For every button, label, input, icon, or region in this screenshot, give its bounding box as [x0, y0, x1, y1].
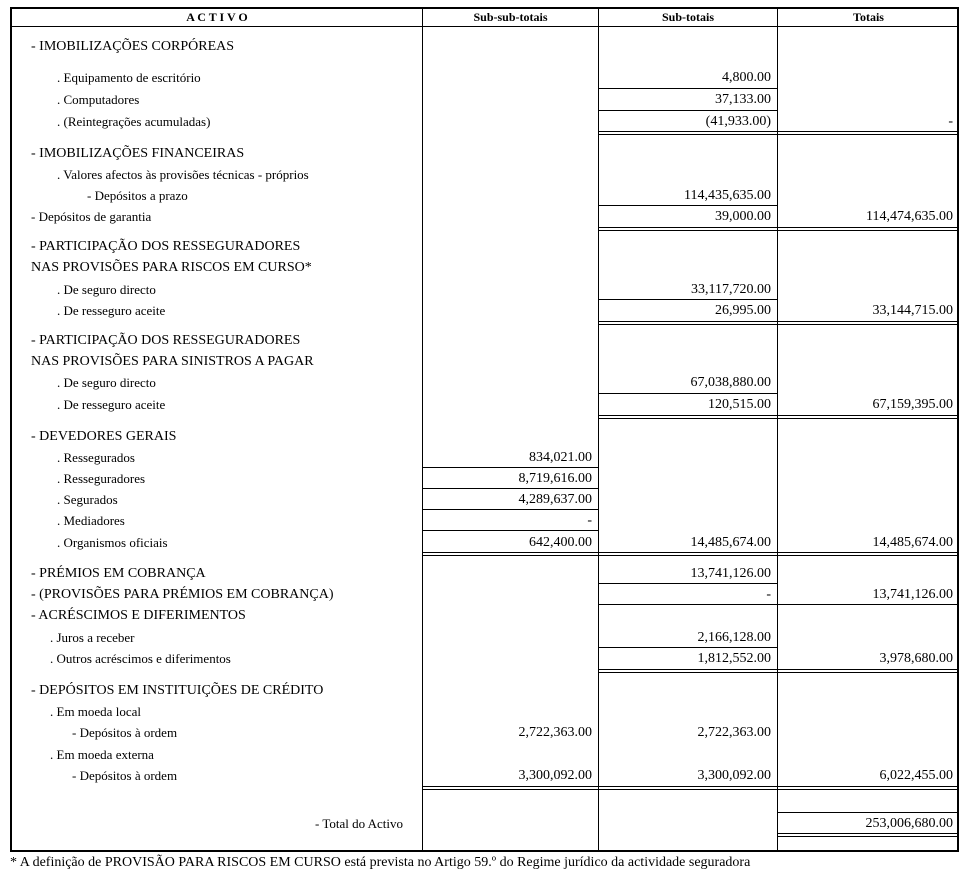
table-row [12, 766, 957, 786]
table-row [12, 395, 957, 415]
table-row [12, 186, 957, 206]
cell-underline [778, 227, 959, 228]
row-label: . Ressegurados [57, 450, 135, 465]
cell-underline [599, 134, 777, 135]
cell-underline [599, 205, 777, 206]
cell-underline [599, 418, 777, 419]
total-value: - [948, 114, 953, 129]
table-row [12, 352, 957, 372]
row-label: . Juros a receber [50, 630, 135, 645]
cell-underline [423, 488, 598, 489]
row-label: . De seguro directo [57, 375, 156, 390]
row-label: - PARTICIPAÇÃO DOS RESSEGURADORES [31, 239, 301, 254]
cell-underline [778, 669, 959, 670]
table-row [12, 649, 957, 669]
row-label: - (PROVISÕES PARA PRÉMIOS EM COBRANÇA) [31, 587, 334, 602]
row-label: . De resseguro aceite [57, 303, 166, 318]
cell-underline [778, 415, 959, 416]
cell-underline [423, 552, 598, 553]
cell-underline [599, 555, 777, 556]
cell-underline [599, 786, 777, 787]
row-label: . De resseguro aceite [57, 397, 166, 412]
table-row [12, 814, 957, 834]
balance-sheet-table [10, 7, 959, 852]
row-label: - Total do Activo [315, 816, 404, 831]
row-label: - IMOBILIZAÇÕES CORPÓREAS [31, 39, 235, 54]
row-label: - IMOBILIZAÇÕES FINANCEIRAS [31, 146, 245, 161]
table-row [12, 533, 957, 553]
table-row [12, 258, 957, 278]
cell-underline [778, 552, 959, 553]
sub-total-value: 33,117,720.00 [691, 282, 771, 297]
header-activo: A C T I V O [186, 10, 248, 24]
sub-sub-total-value: - [587, 513, 592, 528]
cell-underline [599, 647, 777, 648]
sub-total-value: 3,300,092.00 [697, 768, 771, 783]
table-row [12, 564, 957, 584]
sub-total-value: 4,800.00 [722, 70, 771, 85]
table-row [12, 723, 957, 743]
row-label: NAS PROVISÕES PARA SINISTROS A PAGAR [31, 354, 314, 369]
table-row [12, 745, 957, 765]
table-row [12, 585, 957, 605]
row-label: - Depósitos à ordem [72, 725, 178, 740]
cell-underline [599, 789, 777, 790]
cell-underline [778, 131, 959, 132]
cell-underline [423, 467, 598, 468]
footnote: * A definição de PROVISÃO PARA RISCOS EM CURSO está prevista no Artigo 59.º do Regime jurídico da actividade seguradora [10, 855, 751, 870]
total-value: 14,485,674.00 [872, 535, 953, 550]
sub-sub-total-value: 2,722,363.00 [518, 725, 592, 740]
cell-underline [599, 672, 777, 673]
row-label: . Resseguradores [57, 471, 146, 486]
row-label: - Depósitos a prazo [87, 188, 188, 203]
cell-underline [423, 555, 598, 556]
row-label: - Depósitos à ordem [72, 768, 178, 783]
cell-underline [778, 604, 959, 605]
table-row [12, 628, 957, 648]
row-label: . Valores afectos às provisões técnicas - próprios [57, 167, 309, 182]
sub-total-value: 1,812,552.00 [697, 651, 771, 666]
table-row [12, 301, 957, 321]
table-row [12, 144, 957, 164]
header-totais: Totais [853, 10, 884, 24]
table-row [12, 37, 957, 57]
sub-total-value: 67,038,880.00 [690, 375, 771, 390]
cell-underline [778, 418, 959, 419]
header-separator [12, 26, 957, 27]
table-row [12, 207, 957, 227]
cell-underline [599, 604, 777, 605]
row-label: - DEVEDORES GERAIS [31, 429, 177, 444]
table-row [12, 280, 957, 300]
cell-underline [599, 88, 777, 89]
table-row [12, 331, 957, 351]
sub-total-value: 2,166,128.00 [697, 630, 771, 645]
table-row [12, 427, 957, 447]
row-label: . Equipamento de escritório [57, 70, 201, 85]
row-label: - DEPÓSITOS EM INSTITUIÇÕES DE CRÉDITO [31, 683, 324, 698]
row-label: . Mediadores [57, 513, 125, 528]
sub-total-value: 14,485,674.00 [690, 535, 771, 550]
sub-total-value: (41,933.00) [705, 114, 771, 129]
sub-sub-total-value: 642,400.00 [529, 535, 592, 550]
total-value: 3,978,680.00 [879, 651, 953, 666]
table-row [12, 606, 957, 626]
table-row [12, 165, 957, 185]
sub-sub-total-value: 3,300,092.00 [518, 768, 592, 783]
cell-underline [778, 230, 959, 231]
row-label: - ACRÉSCIMOS E DIFERIMENTOS [31, 608, 246, 623]
cell-underline [778, 324, 959, 325]
total-value: 253,006,680.00 [865, 816, 953, 831]
table-row [12, 469, 957, 489]
cell-underline [423, 530, 598, 531]
cell-underline [423, 789, 598, 790]
cell-underline [599, 131, 777, 132]
cell-underline [599, 230, 777, 231]
cell-underline [778, 672, 959, 673]
total-value: 13,741,126.00 [872, 587, 953, 602]
cell-underline [778, 833, 959, 834]
cell-underline [599, 110, 777, 111]
total-value: 114,474,635.00 [866, 209, 953, 224]
sub-total-value: 13,741,126.00 [690, 566, 771, 581]
cell-underline [778, 321, 959, 322]
sub-total-value: 37,133.00 [715, 92, 771, 107]
header-sub-sub-totais: Sub-sub-totais [473, 10, 548, 24]
cell-underline [599, 552, 777, 553]
row-label: . Computadores [57, 92, 140, 107]
table-row [12, 68, 957, 88]
row-label: - PARTICIPAÇÃO DOS RESSEGURADORES [31, 333, 301, 348]
cell-underline [599, 227, 777, 228]
sub-sub-total-value: 834,021.00 [529, 450, 592, 465]
cell-underline [778, 836, 959, 837]
row-label: . De seguro directo [57, 282, 156, 297]
sub-sub-total-value: 8,719,616.00 [518, 471, 592, 486]
table-row [12, 112, 957, 132]
row-label: - Depósitos de garantia [31, 209, 152, 224]
cell-underline [599, 415, 777, 416]
sub-total-value: 114,435,635.00 [684, 188, 771, 203]
cell-underline [778, 789, 959, 790]
cell-underline [778, 555, 959, 556]
table-row [12, 490, 957, 510]
cell-underline [778, 786, 959, 787]
cell-underline [778, 812, 959, 813]
sub-total-value: 26,995.00 [715, 303, 771, 318]
cell-underline [778, 134, 959, 135]
cell-underline [423, 786, 598, 787]
row-label: - PRÉMIOS EM COBRANÇA [31, 566, 206, 581]
row-label: . Outros acréscimos e diferimentos [50, 651, 231, 666]
total-value: 6,022,455.00 [879, 768, 953, 783]
row-label: . (Reintegrações acumuladas) [57, 114, 211, 129]
row-label: . Em moeda local [50, 704, 141, 719]
header-sub-totais: Sub-totais [661, 10, 714, 24]
row-label: . Em moeda externa [50, 747, 154, 762]
cell-underline [423, 509, 598, 510]
sub-total-value: 2,722,363.00 [697, 725, 771, 740]
table-row [12, 90, 957, 110]
row-label: NAS PROVISÕES PARA RISCOS EM CURSO* [31, 260, 312, 275]
row-label: . Segurados [57, 492, 118, 507]
cell-underline [599, 393, 777, 394]
cell-underline [599, 324, 777, 325]
cell-underline [599, 299, 777, 300]
total-value: 67,159,395.00 [872, 397, 953, 412]
table-row [12, 681, 957, 701]
sub-total-value: - [766, 587, 771, 602]
table-row [12, 448, 957, 468]
sub-total-value: 39,000.00 [715, 209, 771, 224]
table-row [12, 373, 957, 393]
table-row [12, 237, 957, 257]
table-row [12, 702, 957, 722]
sub-sub-total-value: 4,289,637.00 [518, 492, 592, 507]
cell-underline [599, 669, 777, 670]
table-row [12, 511, 957, 531]
sub-total-value: 120,515.00 [708, 397, 771, 412]
row-label: . Organismos oficiais [57, 535, 168, 550]
cell-underline [599, 321, 777, 322]
cell-underline [599, 583, 777, 584]
total-value: 33,144,715.00 [872, 303, 953, 318]
